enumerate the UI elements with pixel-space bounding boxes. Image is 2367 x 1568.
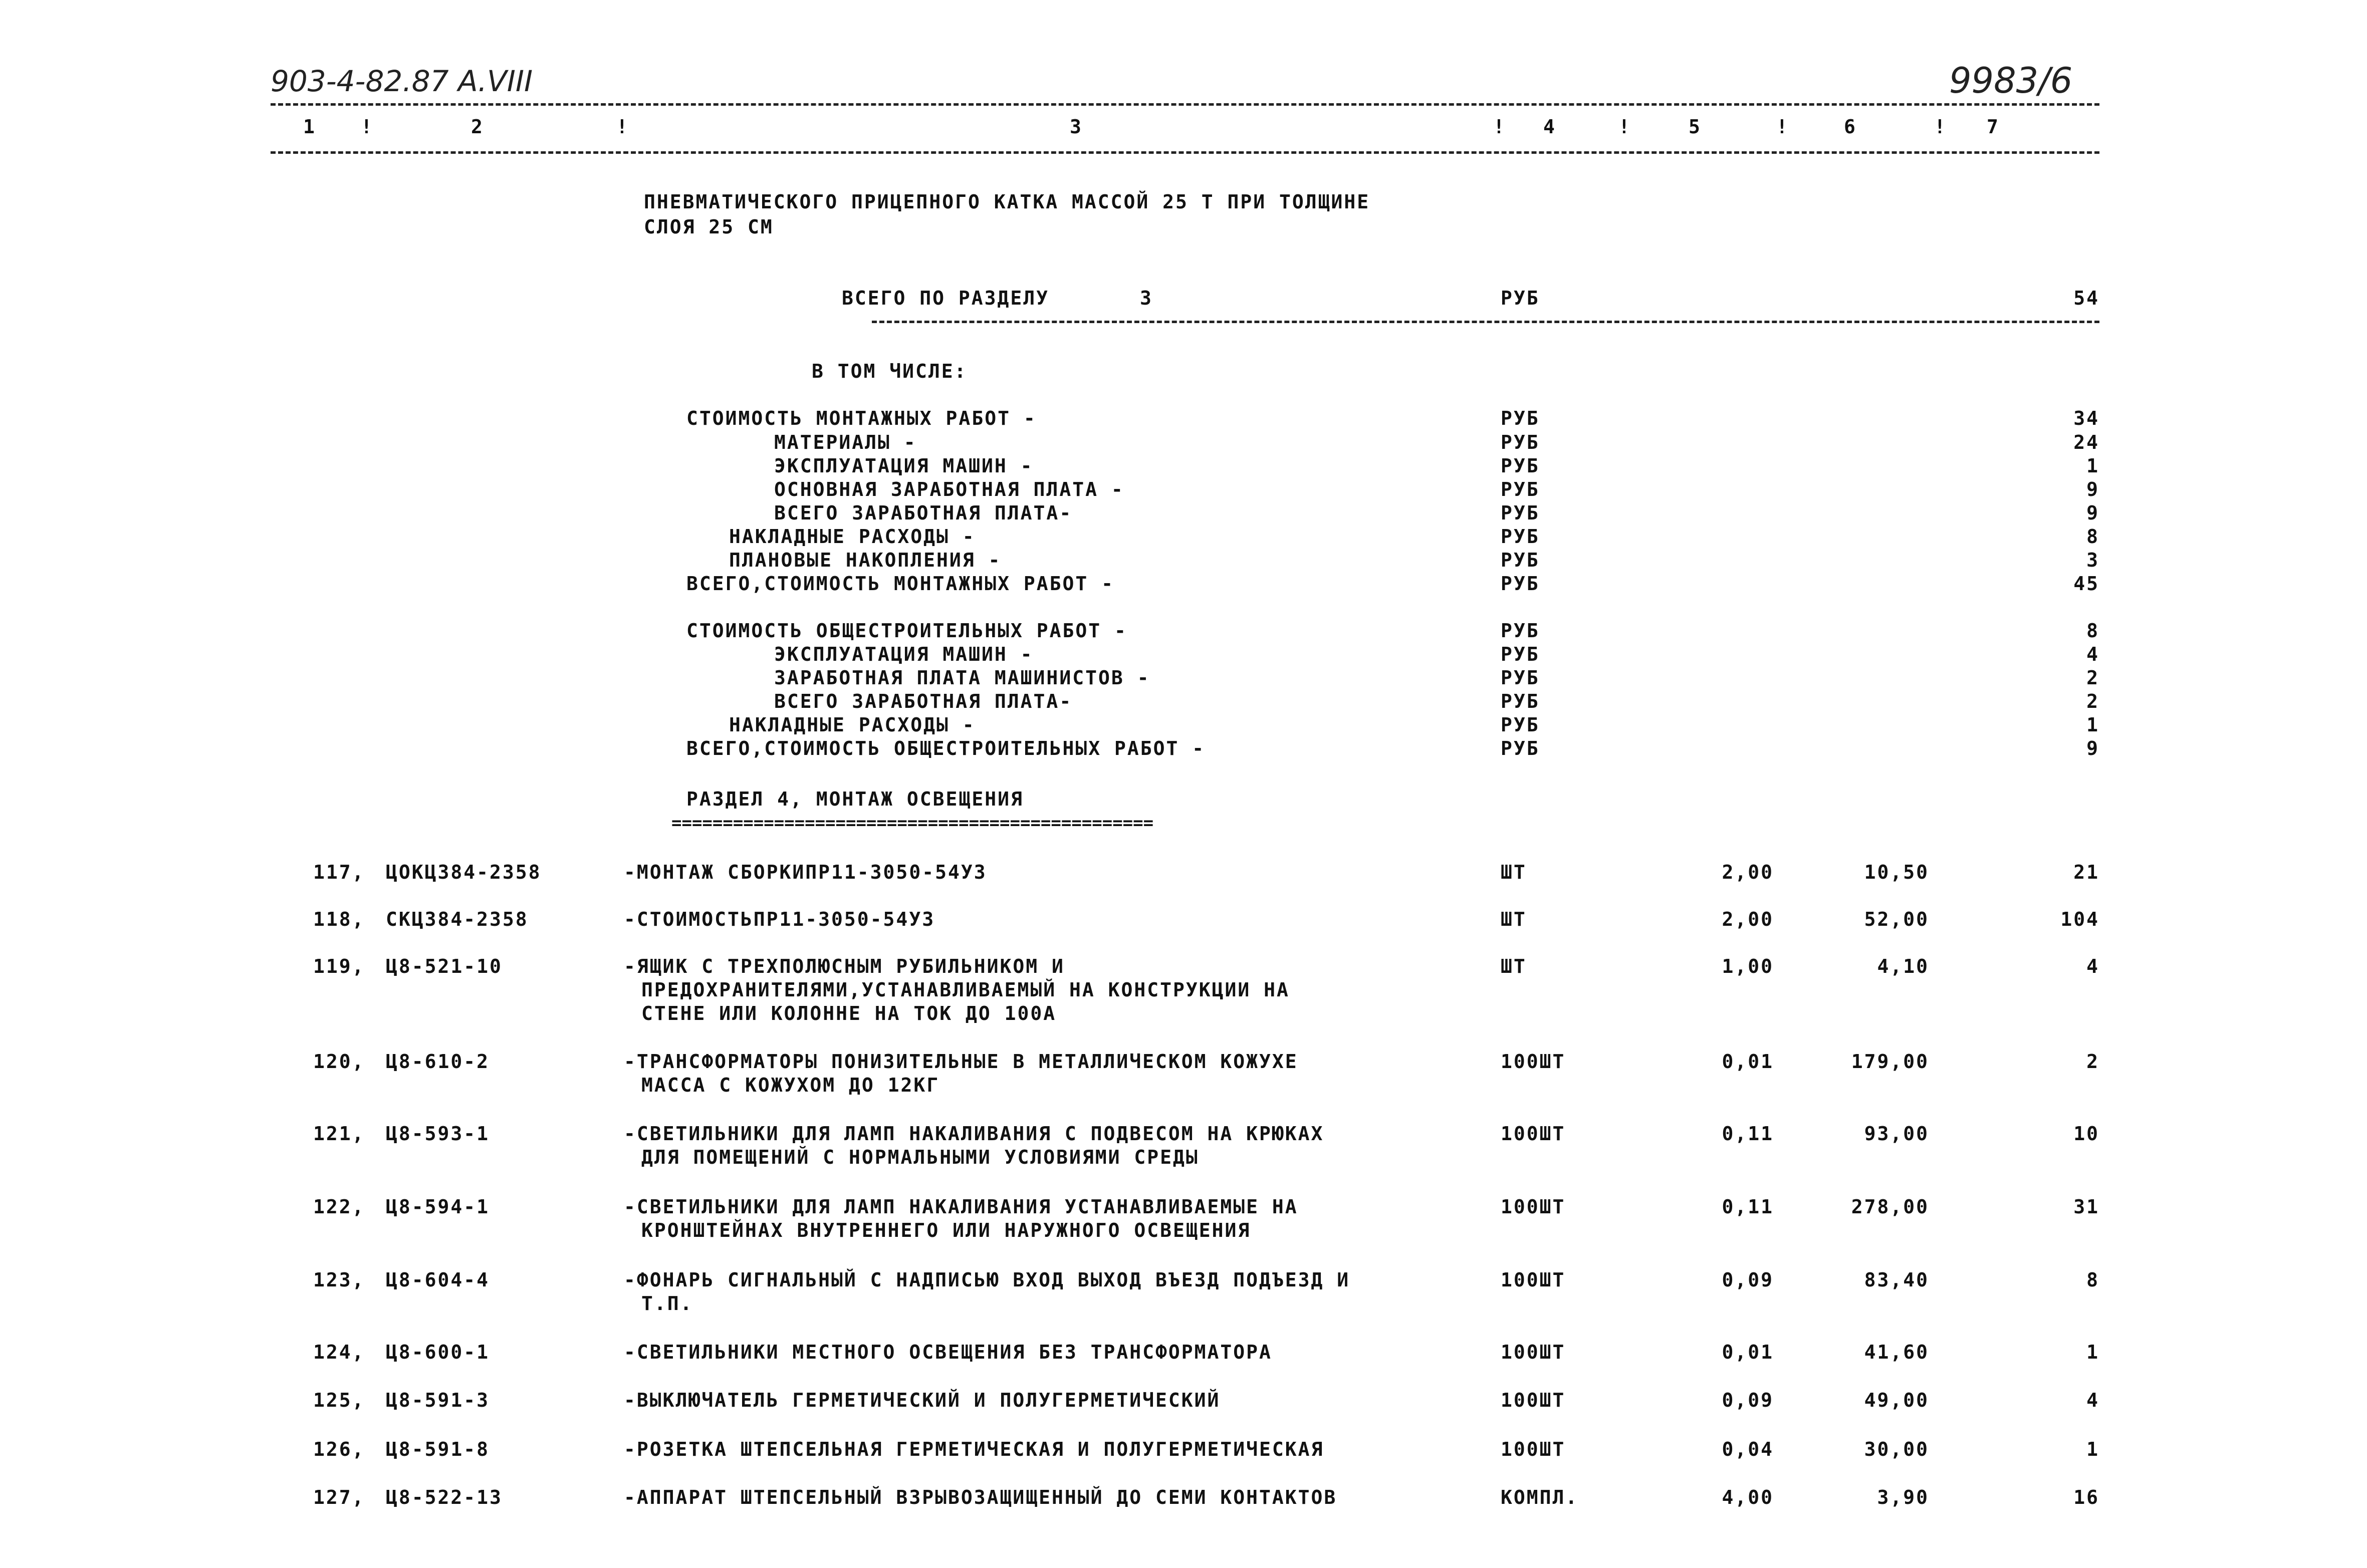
item-total: 104 (2060, 908, 2099, 930)
cost-unit: РУБ (1501, 431, 1540, 453)
item-total: 10 (2073, 1123, 2099, 1145)
cost-unit: РУБ (1501, 407, 1540, 429)
item-description: -СВЕТИЛЬНИКИ МЕСТНОГО ОСВЕЩЕНИЯ БЕЗ ТРАНСФОРМАТОРА (624, 1341, 1272, 1363)
header-top-rule (271, 103, 2099, 106)
item-unit: 100ШТ (1501, 1438, 1566, 1460)
col-num-5: 5 (1689, 116, 1702, 138)
item-unit-price: 10,50 (1864, 861, 1929, 883)
item-unit-price: 179,00 (1851, 1051, 1929, 1073)
item-number: 119, (313, 955, 365, 977)
cost-value: 9 (2086, 502, 2099, 524)
item-code: Ц8-600-1 (386, 1341, 490, 1363)
item-code: Ц8-591-8 (386, 1438, 490, 1460)
cost-label: ВСЕГО,СТОИМОСТЬ ОБЩЕСТРОИТЕЛЬНЫХ РАБОТ - (686, 737, 1206, 759)
item-number: 125, (313, 1389, 365, 1411)
cost-label: ВСЕГО,СТОИМОСТЬ МОНТАЖНЫХ РАБОТ - (686, 573, 1114, 595)
cost-unit: РУБ (1501, 549, 1540, 571)
cost-value: 3 (2086, 549, 2099, 571)
cost-unit: РУБ (1501, 502, 1540, 524)
item-description: -СВЕТИЛЬНИКИ ДЛЯ ЛАМП НАКАЛИВАНИЯ С ПОДВЕСОМ НА КРЮКАХ (624, 1123, 1324, 1145)
item-code: Ц8-610-2 (386, 1051, 490, 1073)
item-description-cont: СТЕНЕ ИЛИ КОЛОННЕ НА ТОК ДО 100А (641, 1002, 1057, 1024)
section-4-underline: =============================================== (671, 813, 1154, 833)
item-unit: ШТ (1501, 908, 1527, 930)
item-unit-price: 41,60 (1864, 1341, 1929, 1363)
cost-label: ОСНОВНАЯ ЗАРАБОТНАЯ ПЛАТА - (774, 478, 1124, 500)
item-unit-price: 83,40 (1864, 1269, 1929, 1291)
item-total: 4 (2086, 955, 2099, 977)
item-description: -СТОИМОСТЬПР11-3050-54УЗ (624, 908, 935, 930)
item-quantity: 1,00 (1722, 955, 1774, 977)
section-total-rule (872, 321, 2099, 323)
header-bottom-rule (271, 151, 2099, 154)
col-num-7: 7 (1987, 116, 2000, 138)
item-total: 4 (2086, 1389, 2099, 1411)
col-num-3: 3 (1070, 116, 1083, 138)
cost-label: НАКЛАДНЫЕ РАСХОДЫ - (729, 526, 976, 548)
cost-unit: РУБ (1501, 690, 1540, 712)
cost-value: 4 (2086, 643, 2099, 665)
cost-label: НАКЛАДНЫЕ РАСХОДЫ - (729, 714, 976, 736)
cost-value: 2 (2086, 690, 2099, 712)
item-description-cont: КРОНШТЕЙНАХ ВНУТРЕННЕГО ИЛИ НАРУЖНОГО ОСВЕЩЕНИЯ (641, 1219, 1251, 1241)
section-total-number: 3 (1140, 287, 1153, 309)
item-number: 124, (313, 1341, 365, 1363)
item-code: СКЦ384-2358 (386, 908, 529, 930)
cost-value: 1 (2086, 455, 2099, 477)
item-unit-price: 278,00 (1851, 1196, 1929, 1218)
item-code: Ц8-594-1 (386, 1196, 490, 1218)
item-quantity: 4,00 (1722, 1486, 1774, 1508)
item-number: 121, (313, 1123, 365, 1145)
item-number: 118, (313, 908, 365, 930)
item-code: Ц8-593-1 (386, 1123, 490, 1145)
item-unit: 100ШТ (1501, 1196, 1566, 1218)
cost-label: МАТЕРИАЛЫ - (774, 431, 917, 453)
document-code: 903-4-82.87 А.VIII (271, 64, 533, 98)
item-unit-price: 93,00 (1864, 1123, 1929, 1145)
cost-value: 24 (2073, 431, 2099, 453)
cost-unit: РУБ (1501, 478, 1540, 500)
item-code: Ц8-522-13 (386, 1486, 503, 1508)
item-number: 122, (313, 1196, 365, 1218)
cost-value: 9 (2086, 737, 2099, 759)
col-num-4: 4 (1543, 116, 1556, 138)
item-number: 120, (313, 1051, 365, 1073)
item-number: 127, (313, 1486, 365, 1508)
item-description: -РОЗЕТКА ШТЕПСЕЛЬНАЯ ГЕРМЕТИЧЕСКАЯ И ПОЛУГЕРМЕТИЧЕСКАЯ (624, 1438, 1324, 1460)
cost-unit: РУБ (1501, 714, 1540, 736)
item-description-cont: ПРЕДОХРАНИТЕЛЯМИ,УСТАНАВЛИВАЕМЫЙ НА КОНСТРУКЦИИ НА (641, 979, 1290, 1001)
item-unit-price: 3,90 (1877, 1486, 1929, 1508)
item-unit: ШТ (1501, 861, 1527, 883)
item-total: 1 (2086, 1341, 2099, 1363)
col-sep: ! (1493, 116, 1506, 138)
item-quantity: 0,01 (1722, 1051, 1774, 1073)
col-num-2: 2 (471, 116, 484, 138)
cost-label: СТОИМОСТЬ ОБЩЕСТРОИТЕЛЬНЫХ РАБОТ - (686, 620, 1127, 642)
cost-unit: РУБ (1501, 620, 1540, 642)
cost-label: ВСЕГО ЗАРАБОТНАЯ ПЛАТА- (774, 502, 1073, 524)
item-code: Ц8-604-4 (386, 1269, 490, 1291)
item-total: 1 (2086, 1438, 2099, 1460)
item-number: 123, (313, 1269, 365, 1291)
intro-line-2: СЛОЯ 25 СМ (644, 216, 774, 238)
item-description: -МОНТАЖ СБОРКИПР11-3050-54УЗ (624, 861, 987, 883)
cost-label: ПЛАНОВЫЕ НАКОПЛЕНИЯ - (729, 549, 1002, 571)
item-unit-price: 30,00 (1864, 1438, 1929, 1460)
cost-value: 9 (2086, 478, 2099, 500)
col-sep: ! (361, 116, 374, 138)
item-unit-price: 52,00 (1864, 908, 1929, 930)
item-description: -ВЫКЛЮЧАТЕЛЬ ГЕРМЕТИЧЕСКИЙ И ПОЛУГЕРМЕТИЧЕСКИЙ (624, 1389, 1221, 1411)
cost-value: 8 (2086, 620, 2099, 642)
cost-label: ЗАРАБОТНАЯ ПЛАТА МАШИНИСТОВ - (774, 667, 1150, 689)
item-unit: 100ШТ (1501, 1341, 1566, 1363)
item-code: ЦОКЦ384-2358 (386, 861, 542, 883)
col-sep: ! (1618, 116, 1631, 138)
item-total: 16 (2073, 1486, 2099, 1508)
col-num-1: 1 (303, 116, 316, 138)
item-unit-price: 4,10 (1877, 955, 1929, 977)
cost-value: 34 (2073, 407, 2099, 429)
item-code: Ц8-591-3 (386, 1389, 490, 1411)
cost-label: СТОИМОСТЬ МОНТАЖНЫХ РАБОТ - (686, 407, 1037, 429)
cost-value: 1 (2086, 714, 2099, 736)
item-quantity: 0,01 (1722, 1341, 1774, 1363)
item-unit: 100ШТ (1501, 1269, 1566, 1291)
item-number: 126, (313, 1438, 365, 1460)
intro-line-1: ПНЕВМАТИЧЕСКОГО ПРИЦЕПНОГО КАТКА МАССОЙ 25 Т ПРИ ТОЛЩИНЕ (644, 191, 1370, 213)
item-unit: 100ШТ (1501, 1389, 1566, 1411)
item-description: -АППАРАТ ШТЕПСЕЛЬНЫЙ ВЗРЫВОЗАЩИЩЕННЫЙ ДО СЕМИ КОНТАКТОВ (624, 1486, 1337, 1508)
item-total: 31 (2073, 1196, 2099, 1218)
cost-value: 8 (2086, 526, 2099, 548)
item-unit: КОМПЛ. (1501, 1486, 1579, 1508)
section-total-unit: РУБ (1501, 287, 1540, 309)
item-quantity: 2,00 (1722, 861, 1774, 883)
item-quantity: 0,11 (1722, 1196, 1774, 1218)
cost-label: ЭКСПЛУАТАЦИЯ МАШИН - (774, 455, 1034, 477)
col-sep: ! (1934, 116, 1947, 138)
including-label: В ТОМ ЧИСЛЕ: (812, 360, 968, 382)
item-quantity: 2,00 (1722, 908, 1774, 930)
item-quantity: 0,11 (1722, 1123, 1774, 1145)
cost-label: ВСЕГО ЗАРАБОТНАЯ ПЛАТА- (774, 690, 1073, 712)
section-total-label: ВСЕГО ПО РАЗДЕЛУ (842, 287, 1050, 309)
item-quantity: 0,04 (1722, 1438, 1774, 1460)
item-description-cont: Т.П. (641, 1292, 693, 1315)
col-sep: ! (616, 116, 629, 138)
section-total-value: 54 (2073, 287, 2099, 309)
cost-value: 2 (2086, 667, 2099, 689)
item-description-cont: ДЛЯ ПОМЕЩЕНИЙ С НОРМАЛЬНЫМИ УСЛОВИЯМИ СРЕДЫ (641, 1146, 1199, 1168)
item-unit: 100ШТ (1501, 1123, 1566, 1145)
item-total: 8 (2086, 1269, 2099, 1291)
col-sep: ! (1776, 116, 1789, 138)
item-description-cont: МАССА С КОЖУХОМ ДО 12КГ (641, 1074, 940, 1096)
sheet-number: 9983/6 (1949, 60, 2073, 101)
item-unit: ШТ (1501, 955, 1527, 977)
item-unit-price: 49,00 (1864, 1389, 1929, 1411)
item-description: -ФОНАРЬ СИГНАЛЬНЫЙ С НАДПИСЬЮ ВХОД ВЫХОД ВЪЕЗД ПОДЪЕЗД И (624, 1269, 1350, 1291)
cost-label: ЭКСПЛУАТАЦИЯ МАШИН - (774, 643, 1034, 665)
cost-unit: РУБ (1501, 667, 1540, 689)
item-description: -ЯЩИК С ТРЕХПОЛЮСНЫМ РУБИЛЬНИКОМ И (624, 955, 1065, 977)
item-quantity: 0,09 (1722, 1389, 1774, 1411)
cost-unit: РУБ (1501, 737, 1540, 759)
item-code: Ц8-521-10 (386, 955, 503, 977)
item-total: 21 (2073, 861, 2099, 883)
cost-unit: РУБ (1501, 455, 1540, 477)
item-unit: 100ШТ (1501, 1051, 1566, 1073)
item-number: 117, (313, 861, 365, 883)
item-quantity: 0,09 (1722, 1269, 1774, 1291)
section-4-title: РАЗДЕЛ 4, МОНТАЖ ОСВЕЩЕНИЯ (686, 788, 1024, 810)
cost-value: 45 (2073, 573, 2099, 595)
col-num-6: 6 (1844, 116, 1857, 138)
item-description: -ТРАНСФОРМАТОРЫ ПОНИЗИТЕЛЬНЫЕ В МЕТАЛЛИЧЕСКОМ КОЖУХЕ (624, 1051, 1298, 1073)
cost-unit: РУБ (1501, 643, 1540, 665)
cost-unit: РУБ (1501, 526, 1540, 548)
item-total: 2 (2086, 1051, 2099, 1073)
cost-unit: РУБ (1501, 573, 1540, 595)
item-description: -СВЕТИЛЬНИКИ ДЛЯ ЛАМП НАКАЛИВАНИЯ УСТАНАВЛИВАЕМЫЕ НА (624, 1196, 1298, 1218)
